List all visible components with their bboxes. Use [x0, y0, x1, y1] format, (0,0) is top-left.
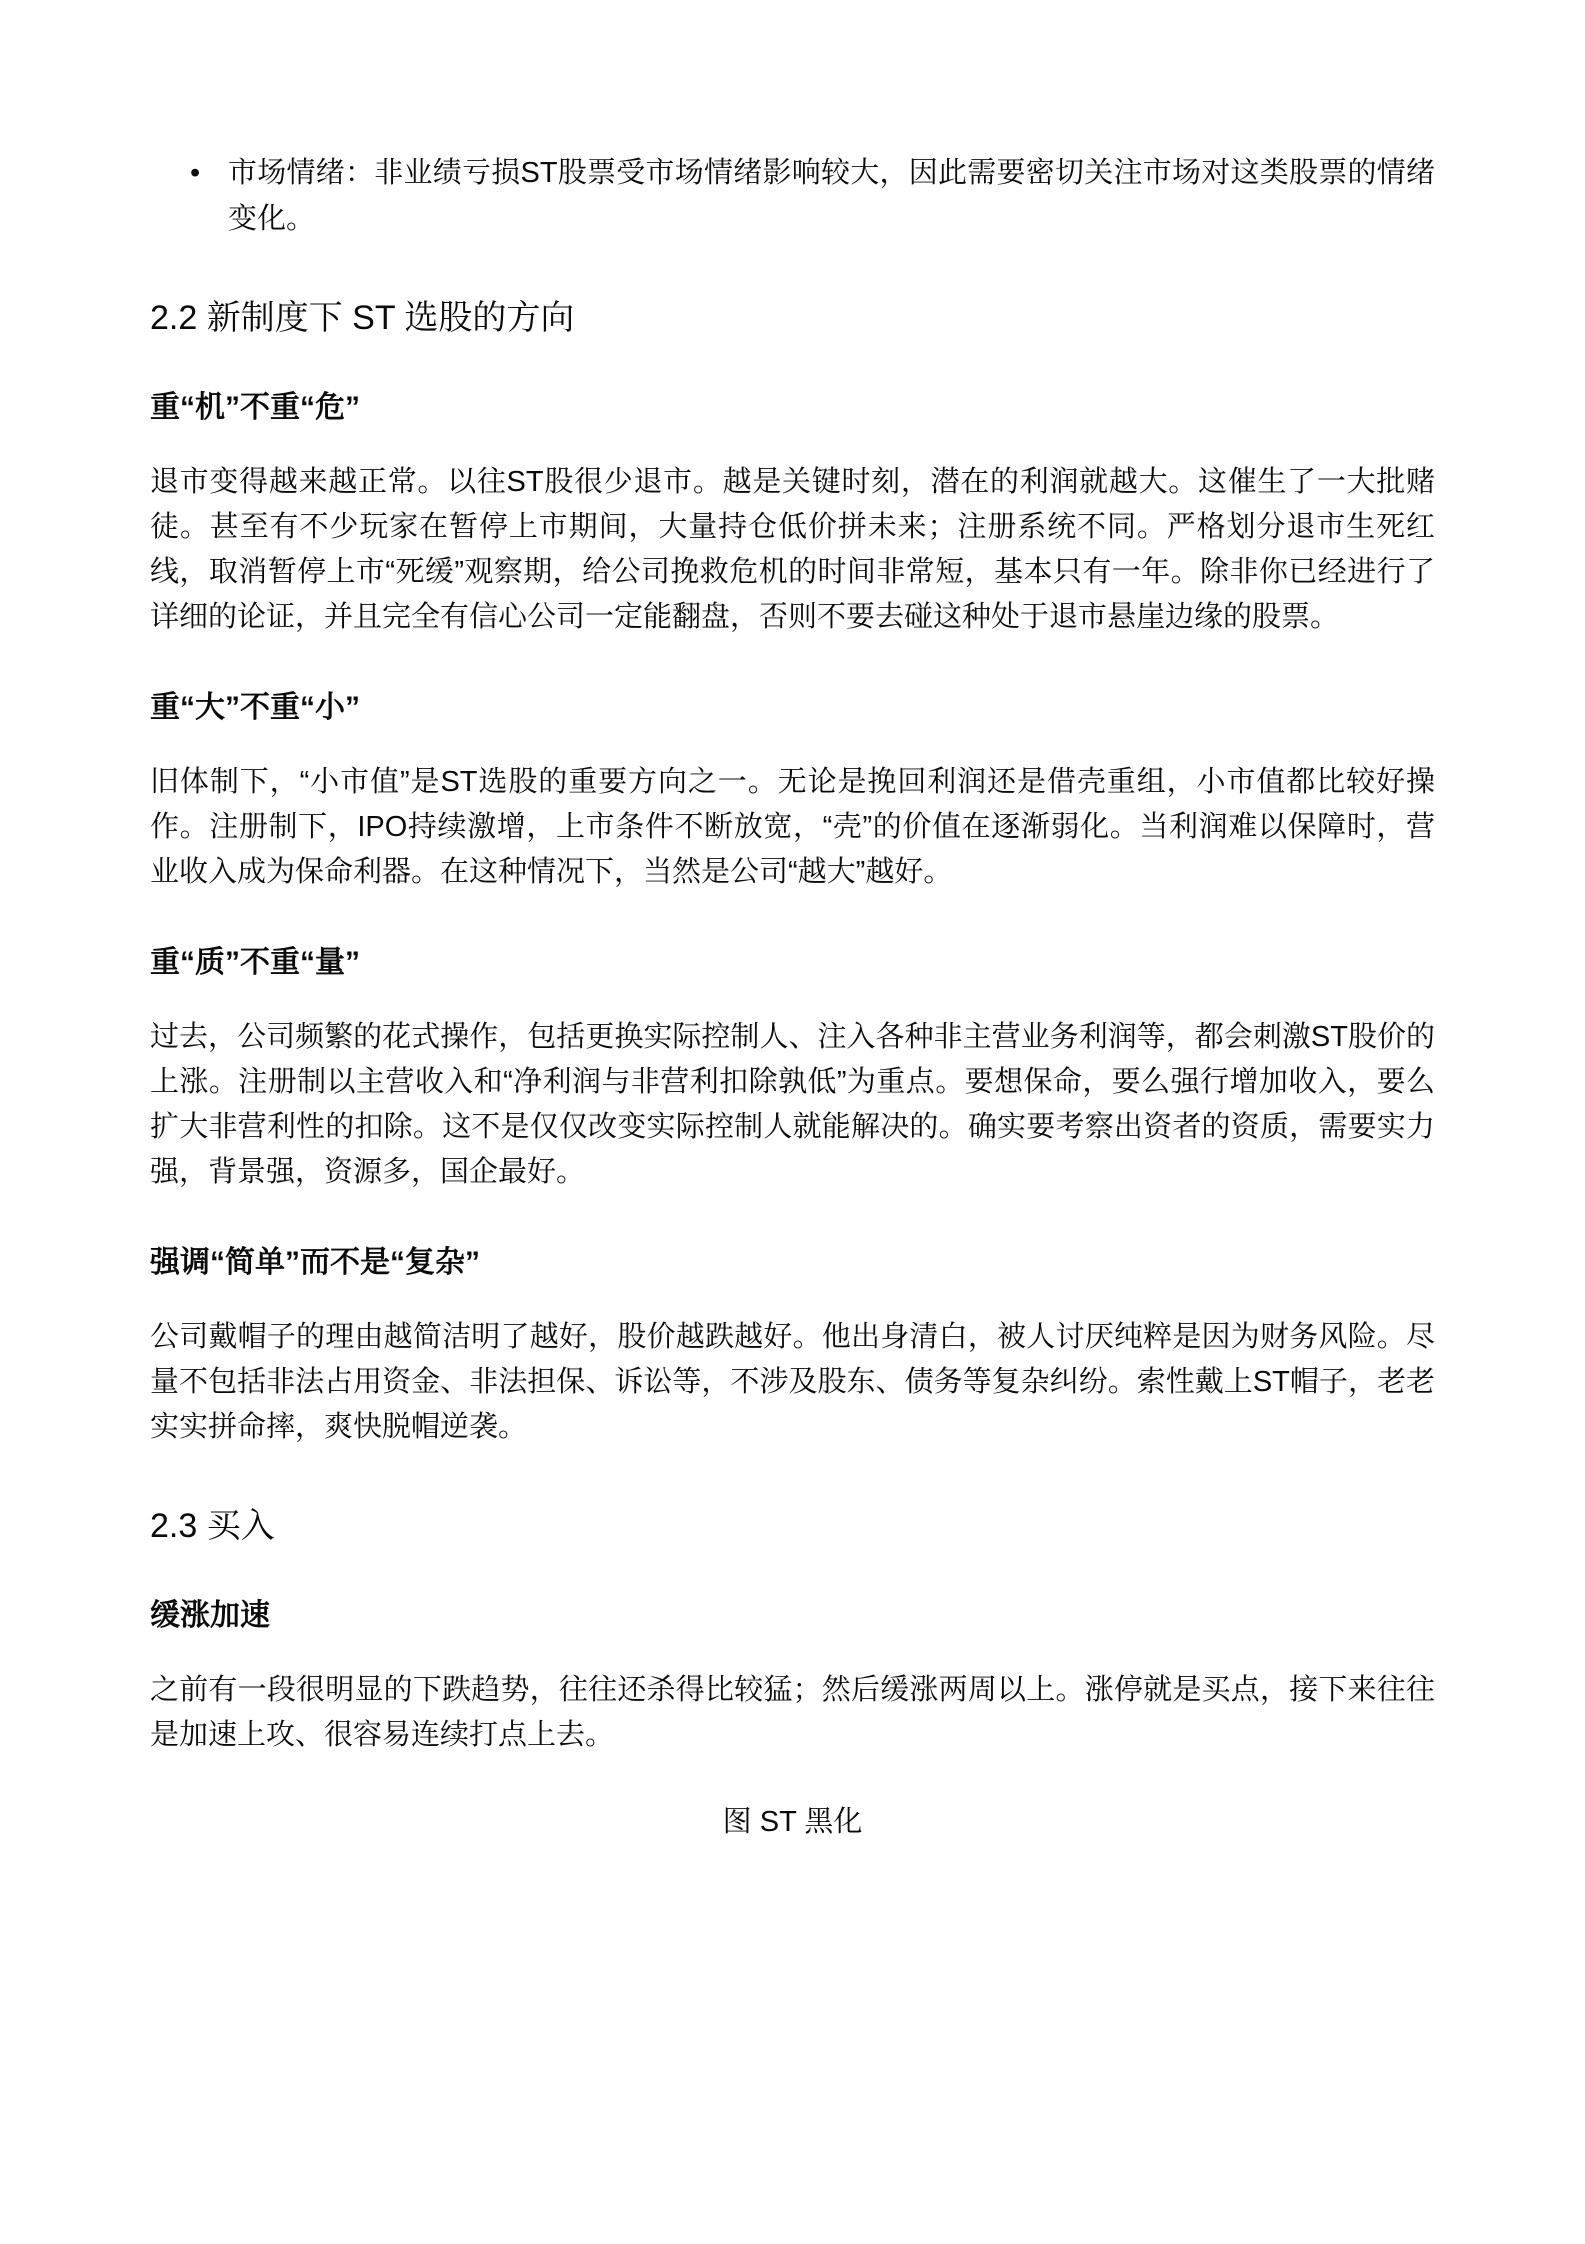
sub-heading-simple-over-complex: 强调“简单”而不是“复杂”	[150, 1246, 480, 1280]
paragraph-simplicity: 公司戴帽子的理由越简洁明了越好，股价越跌越好。他出身清白，被人讨厌纯粹是因为财务风险。尽量不包括非法占用资金、非法担保、诉讼等，不涉及股东、债务等复杂纠纷。索性戴上ST帽子，老老实实拼命摔，爽快脱帽逆袭。	[150, 1321, 1435, 1444]
list-item-market-sentiment	[228, 150, 1435, 242]
sub-heading-big-over-small: 重“大”不重“小”	[150, 691, 360, 725]
section-heading-2-3: 2.3 买入	[150, 1507, 275, 1546]
sub-heading-quality-over-quantity: 重“质”不重“量”	[150, 946, 360, 980]
paragraph-delisting: 退市变得越来越正常。以往ST股很少退市。越是关键时刻，潜在的利润就越大。这催生了一大批赌徒。甚至有不少玩家在暂停上市期间，大量持仓低价拼未来；注册系统不同。严格划分退市生死红线，取消暂停上市“死缓”观察期，给公司挽救危机的时间非常短，基本只有一年。除非你已经进行了详细的论证，并且完全有信心公司一定能翻盘，否则不要去碰这种处于退市悬崖边缘的股票。	[150, 466, 1435, 634]
bullet-list	[150, 150, 1435, 242]
sub-heading-slow-rise-acceleration: 缓涨加速	[150, 1599, 270, 1633]
paragraph-market-cap: 旧体制下，“小市值”是ST选股的重要方向之一。无论是挽回利润还是借壳重组，小市值都比较好操作。注册制下，IPO持续激增，上市条件不断放宽，“壳”的价值在逐渐弱化。当利润难以保障时，营业收入成为保命利器。在这种情况下，当然是公司“越大”越好。	[150, 766, 1435, 889]
paragraph-operations: 过去，公司频繁的花式操作，包括更换实际控制人、注入各种非主营业务利润等，都会刺激ST股价的上涨。注册制以主营收入和“净利润与非营利扣除孰低”为重点。要想保命，要么强行增加收入，要么扩大非营利性的扣除。这不是仅仅改变实际控制人就能解决的。确实要考察出资者的资质，需要实力强，背景强，资源多，国企最好。	[150, 1021, 1435, 1189]
figure-caption: 图 ST 黑化	[722, 1806, 863, 1839]
bullet-text: 市场情绪：非业绩亏损ST股票受市场情绪影响较大，因此需要密切关注市场对这类股票的情绪变化。	[228, 157, 1435, 235]
sub-heading-opportunity-over-danger: 重“机”不重“危”	[150, 391, 360, 425]
paragraph-buy-point: 之前有一段很明显的下跌趋势，往往还杀得比较猛；然后缓涨两周以上。涨停就是买点，接下来往往是加速上攻、很容易连续打点上去。	[150, 1674, 1435, 1752]
section-heading-2-2: 2.2 新制度下 ST 选股的方向	[150, 299, 575, 337]
